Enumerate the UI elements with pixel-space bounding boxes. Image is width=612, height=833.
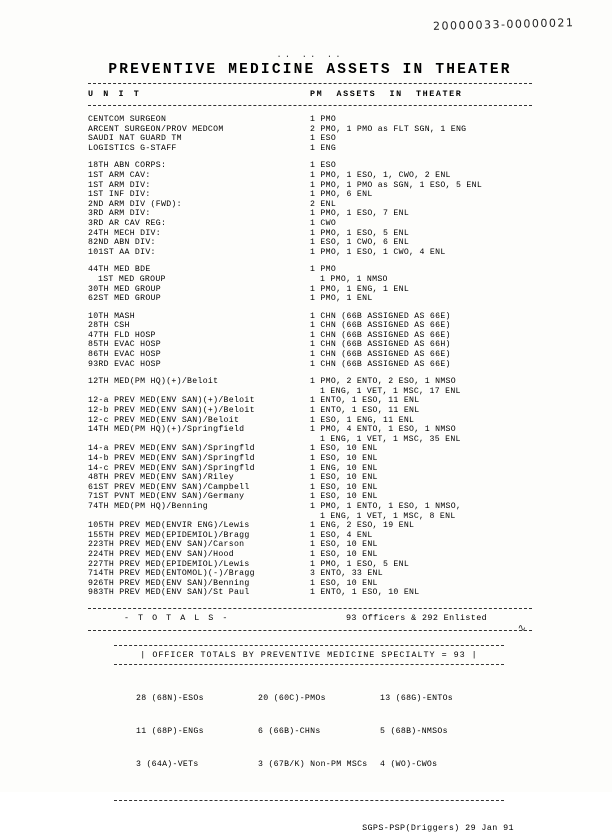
table-row xyxy=(88,134,532,144)
unit-assets: 1 PMO, 4 ENTO, 1 ESO, 1 NMSO xyxy=(310,425,456,435)
unit-name: 85TH EVAC HOSP xyxy=(88,340,161,350)
unit-assets: 1 ESO, 10 ENL xyxy=(310,549,378,559)
totals-row xyxy=(88,613,532,624)
unit-assets: 1 ESO, 10 ENL xyxy=(310,454,378,463)
unit-name: 93RD EVAC HOSP xyxy=(88,359,161,369)
unit-assets: 1 ESO, 10 ENL xyxy=(310,540,378,550)
unit-assets: 1 ENG, 2 ESO, 19 ENL xyxy=(310,521,415,531)
table-row xyxy=(88,396,532,406)
table-row xyxy=(88,219,532,229)
table-row xyxy=(88,285,532,295)
unit-assets: 1 ENG xyxy=(310,143,337,153)
table-row xyxy=(88,416,532,426)
unit-name: 47TH FLD HOSP xyxy=(88,330,156,340)
unit-group xyxy=(88,161,532,257)
stat-cell xyxy=(136,759,258,770)
table-row xyxy=(88,540,532,550)
table-row xyxy=(88,294,532,304)
table-row xyxy=(88,190,532,200)
table-row xyxy=(88,312,532,322)
title-divider xyxy=(88,83,532,84)
unit-assets: 1 ESO, 10 ENL xyxy=(310,482,378,492)
stat-cell xyxy=(258,726,380,737)
page-title: PREVENTIVE MEDICINE ASSETS IN THEATER xyxy=(108,62,512,78)
unit-name: 30TH MED GROUP xyxy=(88,284,161,294)
stat-count: 20 xyxy=(258,693,269,703)
unit-name: 18TH ABN CORPS: xyxy=(88,161,167,171)
stat-cell xyxy=(136,726,258,737)
unit-assets: 1 ENTO, 1 ESO, 10 ENL xyxy=(310,588,420,598)
unit-assets: 1 PMO, 1 ESO, 1, CWO, 2 ENL xyxy=(310,170,451,180)
unit-assets: 1 CWO xyxy=(310,218,337,228)
unit-name: SAUDI NAT GUARD TM xyxy=(88,134,182,144)
column-headers xyxy=(88,88,532,100)
document-body xyxy=(88,52,532,833)
unit-assets: 1 CHN (66B ASSIGNED AS 66E) xyxy=(310,321,451,331)
table-row xyxy=(88,560,532,570)
unit-assets: 1 ENG, 1 VET, 1 MSC, 35 ENL xyxy=(320,434,461,444)
totals-divider-top xyxy=(88,608,532,609)
table-row xyxy=(88,425,532,435)
unit-assets: 1 ESO xyxy=(310,161,337,171)
header-unit: U N I T xyxy=(88,89,142,99)
panel-title-row xyxy=(114,649,504,661)
table-row xyxy=(88,144,532,154)
unit-assets: 1 PMO, 1 ESO, 5 ENL xyxy=(310,559,410,569)
unit-name: 1ST INF DIV: xyxy=(88,190,151,200)
stats-row xyxy=(114,759,504,770)
stats-row xyxy=(114,726,504,737)
stat-cell xyxy=(380,726,502,737)
unit-assets: 1 CHN (66B ASSIGNED AS 66H) xyxy=(310,340,451,350)
stat-count: 28 xyxy=(136,693,147,703)
stat-code: (68G)-ENTOs xyxy=(395,693,454,703)
officer-stats xyxy=(114,671,504,792)
unit-name: 223TH PREV MED(ENV SAN)/Carson xyxy=(88,540,245,550)
unit-name: 24TH MECH DIV: xyxy=(88,228,161,238)
unit-name: 62ST MED GROUP xyxy=(88,294,161,304)
unit-assets: 1 PMO, 1 ESO, 7 ENL xyxy=(310,209,410,219)
unit-name: 14TH MED(PM HQ)(+)/Springfield xyxy=(88,425,245,435)
unit-name: 10TH MASH xyxy=(88,311,135,321)
stat-code: (68N)-ESOs xyxy=(151,693,204,703)
unit-assets: 1 ESO, 4 ENL xyxy=(310,530,373,540)
table-row xyxy=(88,406,532,416)
unit-name: 224TH PREV MED(ENV SAN)/Hood xyxy=(88,549,234,559)
unit-assets: 1 PMO, 1 ESO, 5 ENL xyxy=(310,228,410,238)
unit-assets: 1 CHN (66B ASSIGNED AS 66E) xyxy=(310,330,451,340)
unit-name: 155TH PREV MED(EPIDEMIOL)/Bragg xyxy=(88,530,250,540)
unit-assets: 1 PMO, 1 ENG, 1 ENL xyxy=(310,284,410,294)
table-row xyxy=(88,531,532,541)
stat-count: 11 xyxy=(136,726,147,736)
table-row xyxy=(88,125,532,135)
table-row xyxy=(88,473,532,483)
panel-mid-border xyxy=(114,664,504,665)
panel-right-bar: | xyxy=(471,649,478,660)
table-row xyxy=(88,569,532,579)
table-row xyxy=(88,248,532,258)
totals-label: - T O T A L S - xyxy=(124,612,230,623)
table-row xyxy=(88,181,532,191)
unit-group xyxy=(88,377,532,598)
unit-name: 714TH PREV MED(ENTOMOL)(-)/Bragg xyxy=(88,569,255,579)
stat-code: (64A)-VETs xyxy=(146,759,199,769)
header-assets: PM ASSETS IN THEATER xyxy=(310,89,463,99)
unit-assets: 1 ESO, 10 ENL xyxy=(310,492,378,502)
panel-title-text: OFFICER TOTALS BY PREVENTIVE MEDICINE SPECIALTY = 93 xyxy=(152,649,466,660)
totals-divider-bottom xyxy=(88,623,532,635)
unit-name: 48TH PREV MED(ENV SAN)/Riley xyxy=(88,473,234,483)
handwritten-mark: ∿ xyxy=(517,623,526,635)
table-row xyxy=(88,579,532,589)
table-row xyxy=(88,521,532,531)
unit-name: 101ST AA DIV: xyxy=(88,247,156,257)
table-row xyxy=(88,209,532,219)
table-row xyxy=(88,360,532,370)
table-row xyxy=(88,171,532,181)
unit-name: 12-b PREV MED(ENV SAN)(+)/Beloit xyxy=(88,406,255,416)
unit-assets: 1 ENTO, 1 ESO, 11 ENL xyxy=(310,406,420,416)
unit-assets: 1 ESO xyxy=(310,134,337,144)
unit-name xyxy=(88,387,310,397)
unit-name: 3RD ARM DIV: xyxy=(88,209,151,219)
table-row xyxy=(88,200,532,210)
unit-name: 2ND ARM DIV (FWD): xyxy=(88,199,182,209)
table-row xyxy=(88,275,532,285)
table-row xyxy=(88,238,532,248)
unit-name: 44TH MED BDE xyxy=(88,265,151,275)
panel-content xyxy=(114,646,504,664)
unit-name: 3RD AR CAV REG: xyxy=(88,218,167,228)
table-row xyxy=(88,115,532,125)
unit-assets: 1 PMO, 1 ESO, 1 CWO, 4 ENL xyxy=(310,247,446,257)
unit-assets: 1 PMO, 1 ENL xyxy=(310,294,373,304)
unit-name: 12TH MED(PM HQ)(+)/Beloit xyxy=(88,377,219,387)
stat-count: 3 xyxy=(258,759,264,769)
table-row xyxy=(88,492,532,502)
unit-name: 227TH PREV MED(EPIDEMIOL)/Lewis xyxy=(88,559,250,569)
stat-count: 6 xyxy=(258,726,264,736)
table-row xyxy=(88,464,532,474)
unit-assets: 1 ENG, 1 VET, 1 MSC, 17 ENL xyxy=(320,386,461,396)
table-row xyxy=(88,265,532,275)
table-row xyxy=(88,588,532,598)
table-row-continuation xyxy=(88,512,532,522)
unit-assets: 1 CHN (66B ASSIGNED AS 66E) xyxy=(310,311,451,321)
table-row xyxy=(88,340,532,350)
unit-assets: 2 ENL xyxy=(310,199,337,209)
unit-name xyxy=(88,435,310,445)
unit-assets: 3 ENTO, 33 ENL xyxy=(310,569,383,579)
unit-assets: 1 ESO, 10 ENL xyxy=(310,444,378,454)
unit-assets: 1 CHN (66B ASSIGNED AS 66E) xyxy=(310,359,451,369)
stat-cell xyxy=(258,759,380,770)
unit-name: 14-a PREV MED(ENV SAN)/Springfld xyxy=(88,444,255,454)
table-row xyxy=(88,350,532,360)
unit-name: 71ST PVNT MED(ENV SAN)/Germany xyxy=(88,492,245,502)
unit-name: 12-a PREV MED(ENV SAN)(+)/Beloit xyxy=(88,396,255,406)
table-row xyxy=(88,377,532,387)
unit-name: 1ST ARM CAV: xyxy=(88,170,151,180)
stat-count: 5 xyxy=(380,726,386,736)
header-divider xyxy=(88,105,532,106)
unit-name: 82ND ABN DIV: xyxy=(88,238,156,248)
stat-code: (67B/K) Non-PM MSCs xyxy=(268,759,368,769)
unit-group xyxy=(88,312,532,370)
unit-assets: 1 ENTO, 1 ESO, 11 ENL xyxy=(310,396,420,406)
stats-row xyxy=(114,693,504,704)
unit-assets: 1 PMO, 1 ENTO, 1 ESO, 1 NMSO, xyxy=(310,501,462,511)
stat-cell xyxy=(380,693,502,704)
table-row-continuation xyxy=(88,387,532,397)
stat-cell xyxy=(380,759,502,770)
unit-assets: 1 PMO, 6 ENL xyxy=(310,190,373,200)
unit-name: 14-b PREV MED(ENV SAN)/Springfld xyxy=(88,454,255,463)
document-footer: SGPS-PSP(Driggers) 29 Jan 91 xyxy=(362,822,514,833)
table-row xyxy=(88,229,532,239)
table-row xyxy=(88,502,532,512)
unit-name: CENTCOM SURGEON xyxy=(88,115,167,124)
unit-assets: 1 PMO, 1 NMSO xyxy=(320,274,388,284)
unit-assets: 1 ESO, 1 CWO, 6 ENL xyxy=(310,238,410,248)
stat-code: (66B)-CHNs xyxy=(268,726,321,736)
handwritten-annotation: 20000033-00000021 xyxy=(432,16,575,33)
unit-name: 86TH EVAC HOSP xyxy=(88,350,161,360)
unit-group xyxy=(88,265,532,303)
stat-code: (68B)-NMSOs xyxy=(390,726,448,736)
stat-code: (60C)-PMOs xyxy=(273,693,326,703)
unit-assets: 1 CHN (66B ASSIGNED AS 66E) xyxy=(310,350,451,360)
table-row xyxy=(88,161,532,171)
unit-group xyxy=(88,115,532,153)
table-row xyxy=(88,483,532,493)
table-row xyxy=(88,550,532,560)
stat-cell xyxy=(136,693,258,704)
table-row xyxy=(88,454,532,464)
title-decoration: ·· ·· ·· xyxy=(276,52,344,62)
unit-name: 983TH PREV MED(ENV SAN)/St Paul xyxy=(88,588,250,598)
stat-code: (68P)-ENGs xyxy=(151,726,204,736)
unit-assets: 2 PMO, 1 PMO as FLT SGN, 1 ENG xyxy=(310,124,467,134)
unit-name: 12-c PREV MED(ENV SAN)/Beloit xyxy=(88,415,240,425)
unit-name: 926TH PREV MED(ENV SAN)/Benning xyxy=(88,578,250,588)
stat-cell xyxy=(258,693,380,704)
unit-assets: 1 PMO, 2 ENTO, 2 ESO, 1 NMSO xyxy=(310,377,456,387)
unit-assets: 1 PMO xyxy=(310,265,337,275)
unit-name: 74TH MED(PM HQ)/Benning xyxy=(88,501,208,511)
table-row-continuation xyxy=(88,435,532,445)
unit-name: 61ST PREV MED(ENV SAN)/Campbell xyxy=(88,482,250,492)
unit-name: 28TH CSH xyxy=(88,321,130,331)
unit-name: 105TH PREV MED(ENVIR ENG)/Lewis xyxy=(88,521,250,531)
panel-left-bar: | xyxy=(140,649,147,660)
unit-name: 14-c PREV MED(ENV SAN)/Springfld xyxy=(88,463,255,473)
stat-count: 4 xyxy=(380,759,386,769)
unit-assets: 1 PMO xyxy=(310,115,337,124)
unit-assets: 1 ESO, 10 ENL xyxy=(310,473,378,483)
unit-name: LOGISTICS G-STAFF xyxy=(88,143,177,153)
table-row xyxy=(88,321,532,331)
stat-code: (WO)-CWOs xyxy=(390,759,438,769)
unit-name: 1ST ARM DIV: xyxy=(88,180,151,190)
unit-name: ARCENT SURGEON/PROV MEDCOM xyxy=(88,124,224,134)
unit-assets: 1 PMO, 1 PMO as SGN, 1 ESO, 5 ENL xyxy=(310,180,483,190)
panel-bottom-border xyxy=(114,800,504,801)
stat-count: 13 xyxy=(380,693,391,703)
unit-name: 1ST MED GROUP xyxy=(98,274,166,284)
totals-value: 93 Officers & 292 Enlisted xyxy=(346,612,488,623)
officer-totals-panel xyxy=(114,645,504,801)
unit-assets: 1 ENG, 1 VET, 1 MSC, 8 ENL xyxy=(320,511,456,521)
unit-name xyxy=(88,512,310,522)
unit-assets: 1 ESO, 10 ENL xyxy=(310,578,378,588)
unit-assets: 1 ESO, 1 ENG, 11 ENL xyxy=(310,415,415,425)
table-row xyxy=(88,444,532,454)
stat-count: 3 xyxy=(136,759,142,769)
unit-assets: 1 ENG, 10 ENL xyxy=(310,463,378,473)
